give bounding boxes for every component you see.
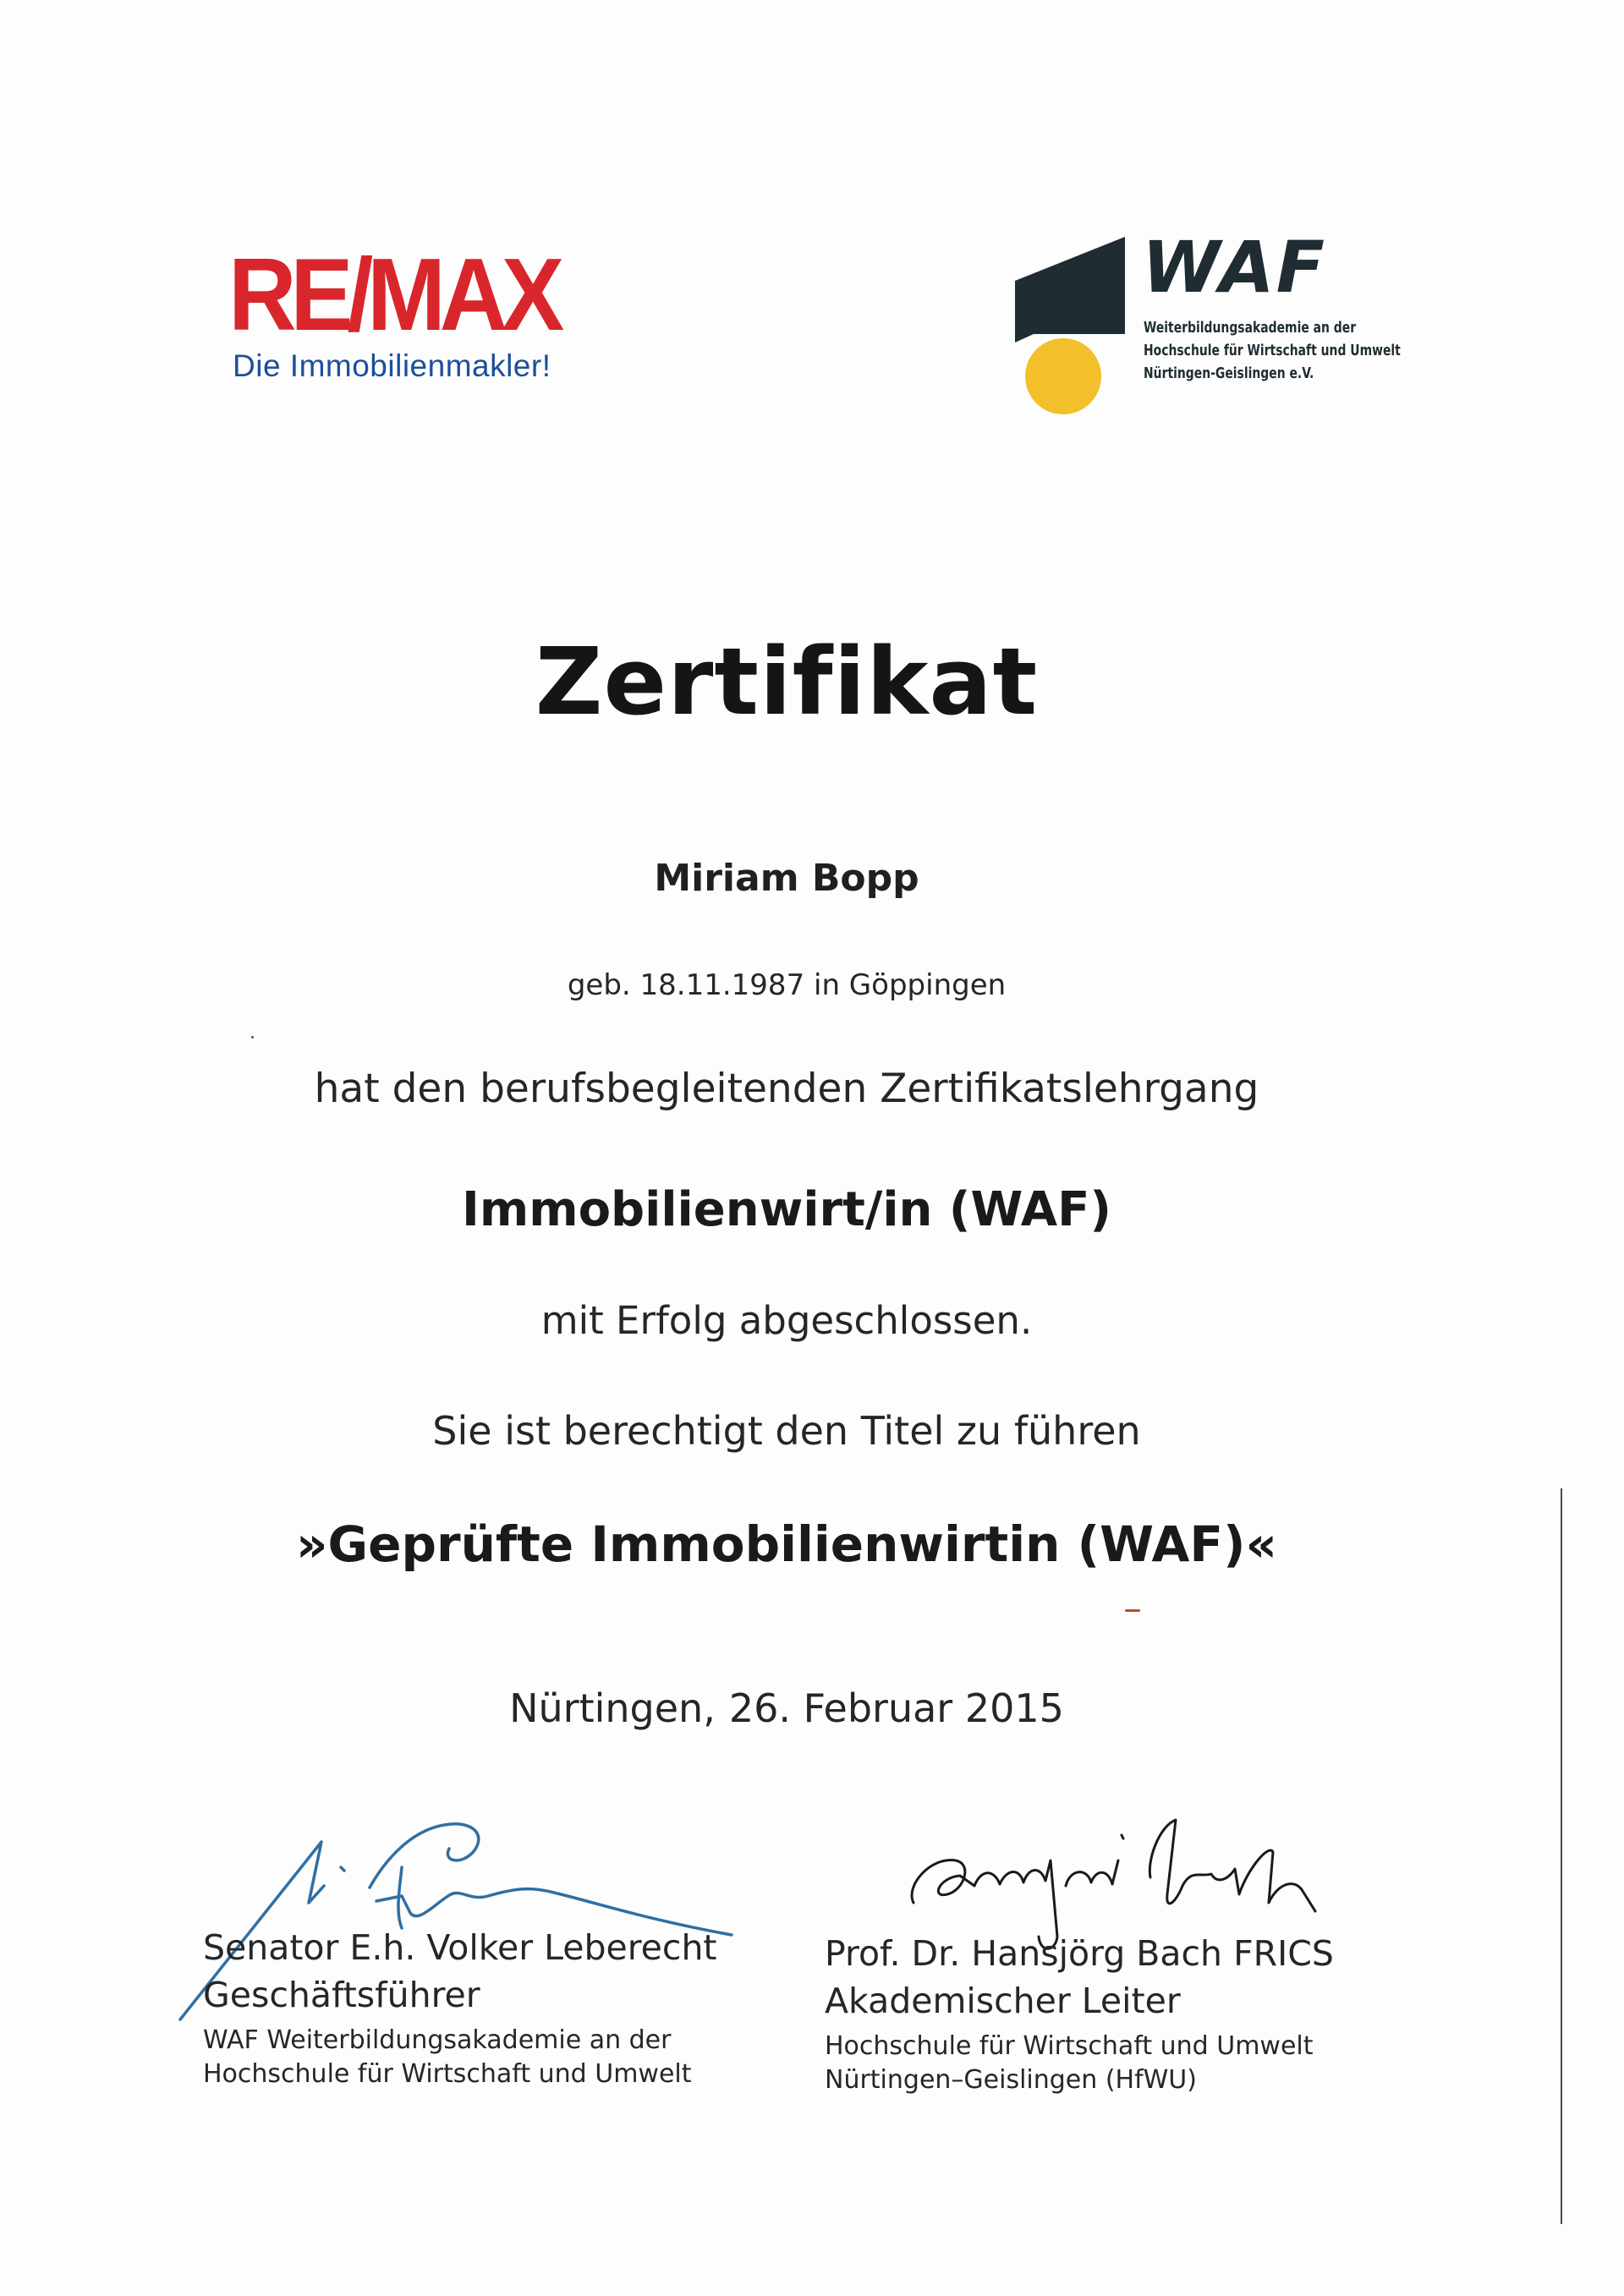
ink-speck: [1125, 1609, 1140, 1612]
signatory-right-name: Prof. Dr. Hansjörg Bach FRICS: [825, 1933, 1334, 1974]
waf-subtitle-line: Weiterbildungsakademie an der: [1144, 319, 1357, 337]
remax-wordmark-graphic: [228, 245, 567, 338]
signatory-right-role: Akademischer Leiter: [825, 1981, 1181, 2021]
waf-wordmark: WAF: [1142, 226, 1327, 309]
remax-logo: [228, 245, 584, 338]
signatory-right-org: [825, 2030, 1334, 2097]
degree-title: »Geprüfte Immobilienwirtin (WAF)«: [296, 1515, 1277, 1573]
waf-subtitle-line: Hochschule für Wirtschaft und Umwelt: [1144, 342, 1401, 359]
remax-tagline: Die Immobilienmakler!: [233, 348, 551, 383]
waf-subtitle: [1144, 316, 1401, 385]
signatory-left-name: Senator E.h. Volker Leberecht: [203, 1927, 717, 1968]
signatory-right: [825, 1930, 1334, 2097]
signatory-left-org: [203, 2024, 717, 2091]
signatory-right-org-line: Hochschule für Wirtschaft und Umwelt: [825, 2031, 1314, 2061]
place: Nürtingen,: [509, 1685, 716, 1731]
certificate-title: Zertifikat: [535, 627, 1039, 736]
place-date: [0, 1685, 1573, 1731]
completion-line: mit Erfolg abgeschlossen.: [540, 1298, 1033, 1343]
signatory-right-org-line: Nürtingen–Geislingen (HfWU): [825, 2065, 1197, 2095]
signatory-left-org-line: Hochschule für Wirtschaft und Umwelt: [203, 2059, 692, 2089]
scan-dot: [251, 1036, 254, 1038]
waf-subtitle-line: Nürtingen-Geislingen e.V.: [1144, 364, 1314, 382]
scan-edge-line: [1561, 1488, 1562, 2224]
remax-wordmark: RE/MAX: [228, 245, 564, 338]
course-intro: hat den berufsbegleitenden Zertifikatslehrgang: [314, 1066, 1259, 1112]
waf-emblem-icon: [1015, 237, 1133, 423]
course-name: Immobilienwirt/in (WAF): [462, 1182, 1111, 1237]
date: 26. Februar 2015: [728, 1685, 1064, 1731]
recipient-name: Miriam Bopp: [654, 857, 919, 900]
entitlement-line: Sie ist berechtigt den Titel zu führen: [432, 1408, 1141, 1454]
signatory-left: [203, 1924, 717, 2091]
birth-line: geb. 18.11.1987 in Göppingen: [567, 968, 1007, 1002]
signatory-left-org-line: WAF Weiterbildungsakademie an der: [203, 2025, 672, 2055]
signatory-left-role: Geschäftsführer: [203, 1975, 480, 2015]
waf-logo: [1015, 226, 1455, 423]
